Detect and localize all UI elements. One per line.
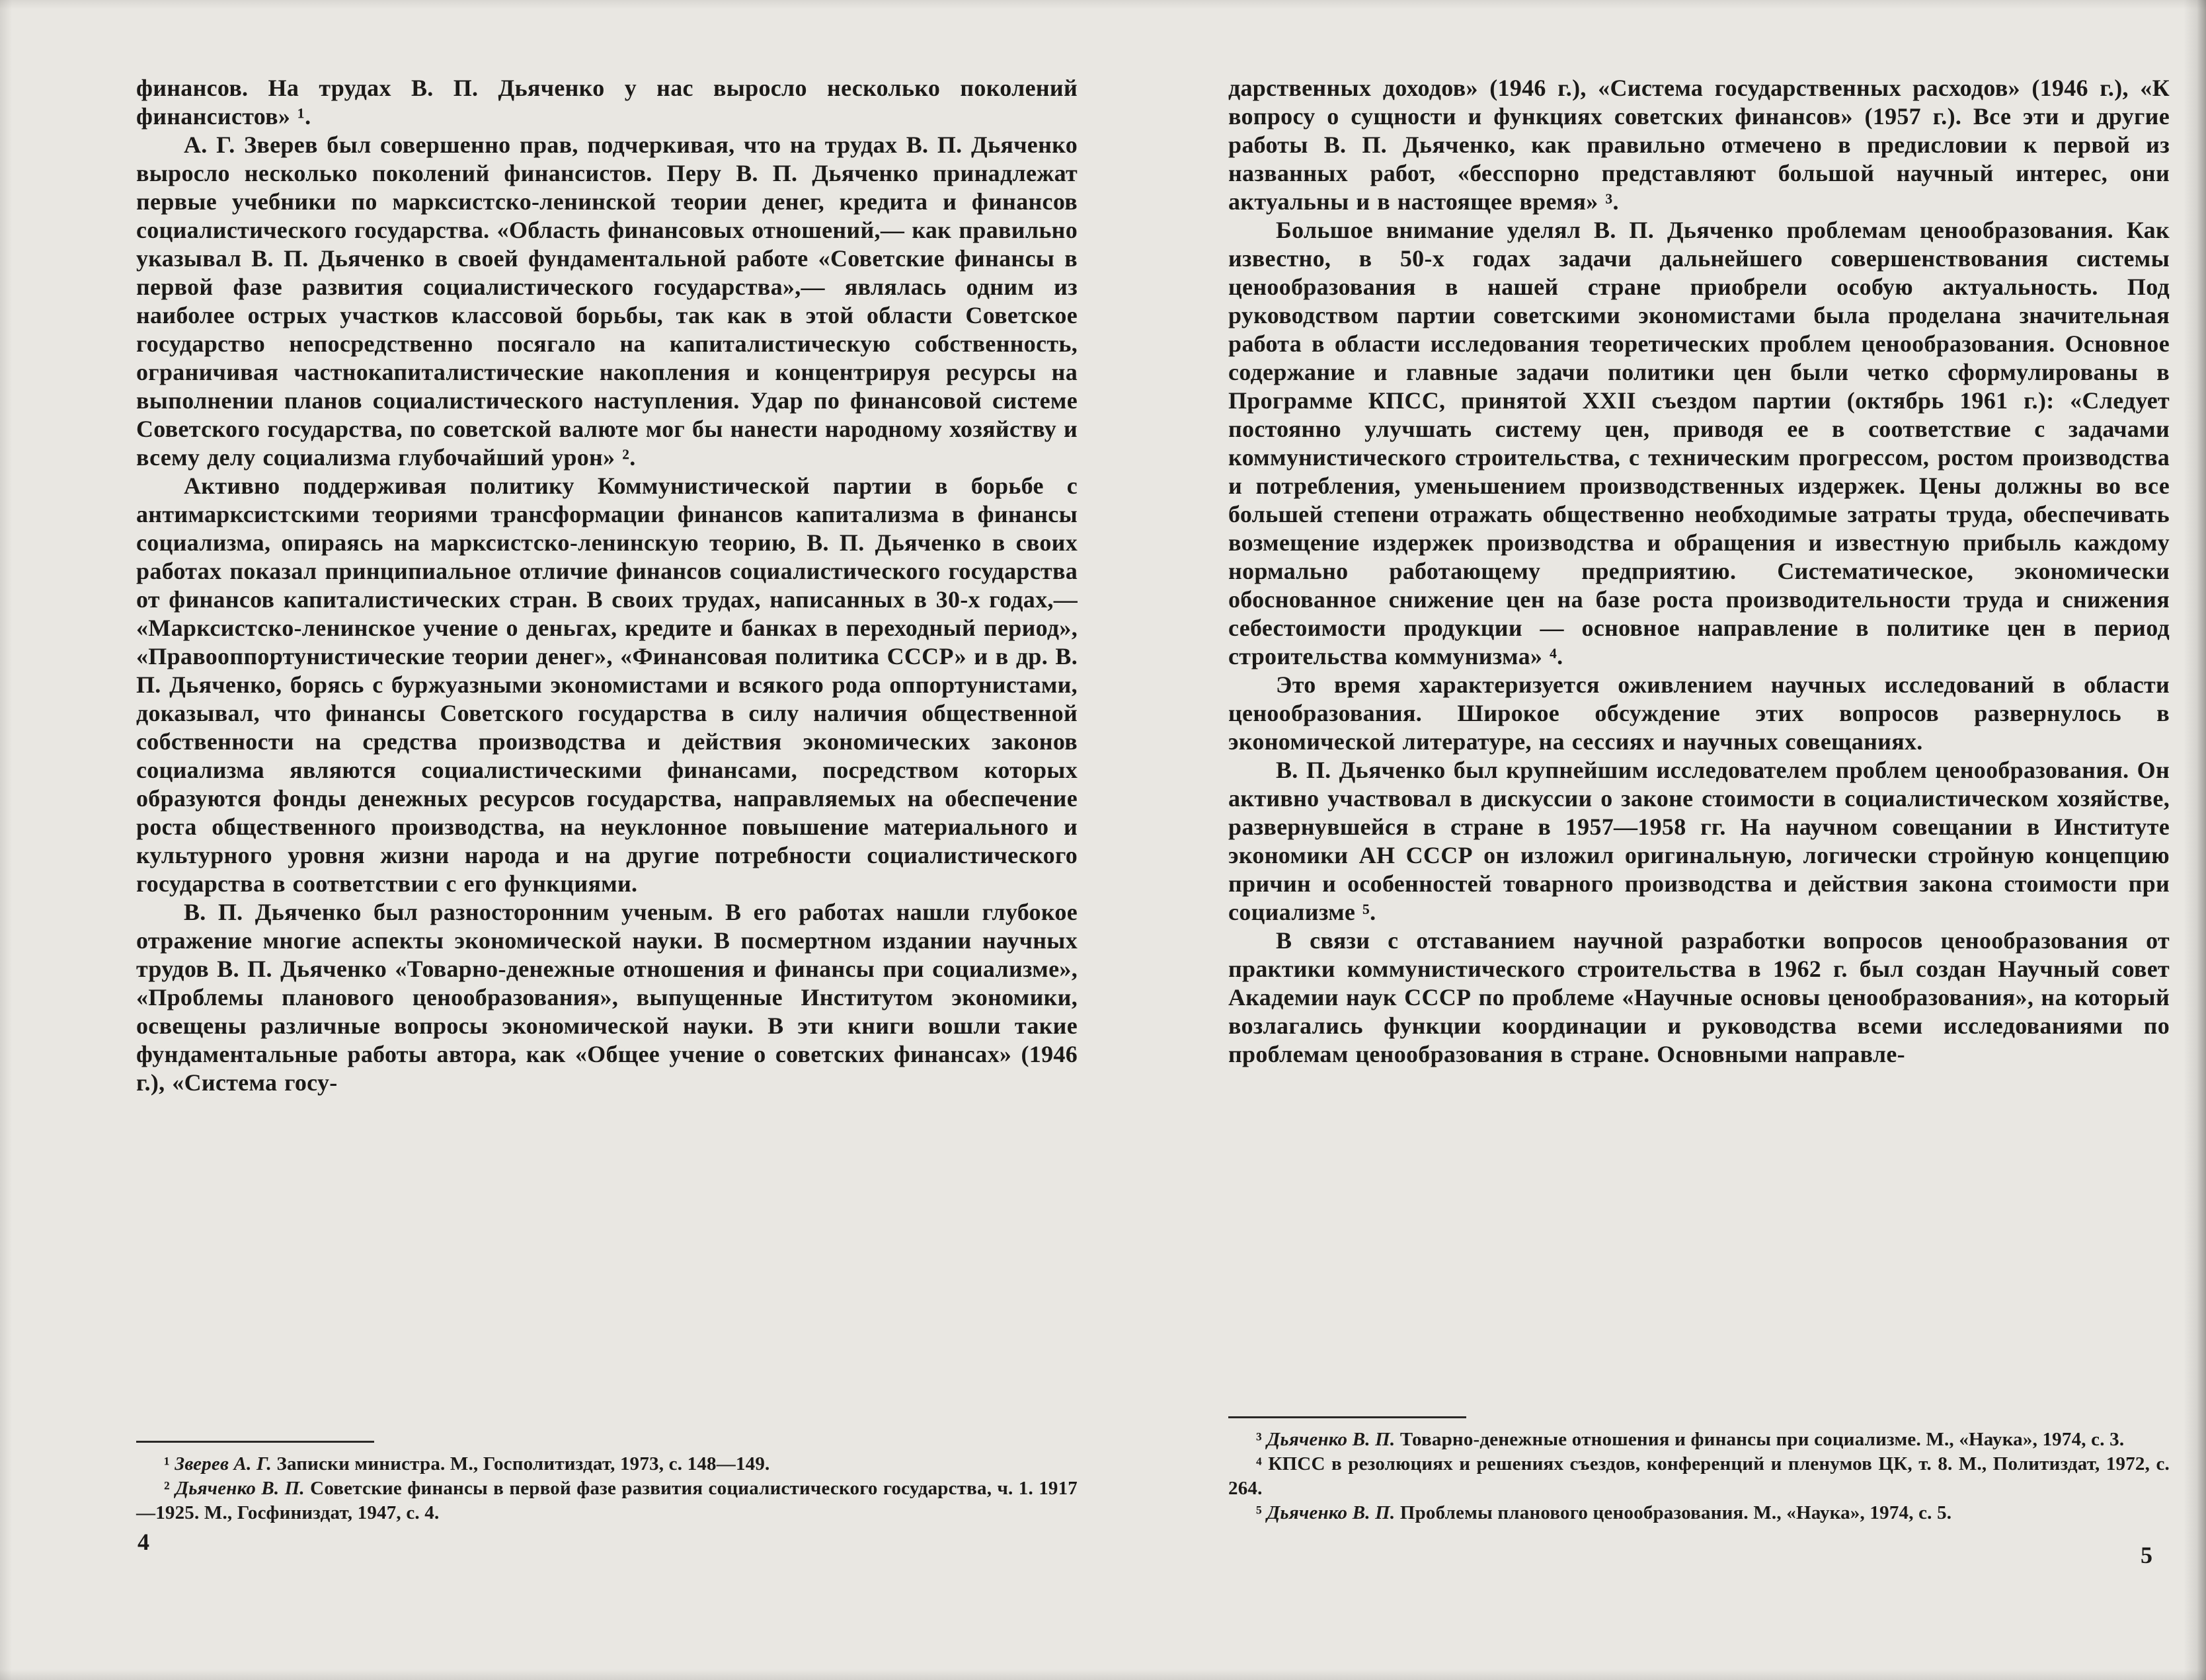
footnote-author: Дьяченко В. П. — [1267, 1429, 1396, 1450]
footnote-author: Дьяченко В. П. — [1267, 1502, 1396, 1523]
left-page — [136, 74, 1078, 1525]
paragraph: В. П. Дьяченко был крупнейшим исследователем проблем ценообразования. Он активно участвовал в дискуссии о законе стоимости в социалистическом хозяйстве, развернувшейся в стране в 1957—1958 гг. На научном совещании в Институте экономики АН СССР он изложил оригинальную, логически стройную концепцию причин и особенностей товарного производства и действия закона стоимости при социализме ⁵. — [1228, 757, 2170, 925]
footnote-text: Проблемы планового ценообразования. М., «Наука», 1974, с. 5. — [1399, 1502, 1952, 1523]
paragraph: Активно поддерживая политику Коммунистической партии в борьбе с антимарксистскими теориями трансформации финансов капитализма в финансы социализма, опираясь на марксистско-ленинскую теорию, В. П. Дьяченко в своих работах показал принципиальное отличие финансов социалистического государства от финансов капиталистических стран. В своих трудах, написанных в 30-х годах,— «Марксистско-ленинское учение о деньгах, кредите и банках в переходный период», «Правооппортунистические теории денег», «Финансовая политика СССР» и в др. В. П. Дьяченко, борясь с буржуазными экономистами и всякого рода оппортунистами, доказывал, что финансы Советского государства в силу наличия общественной собственности на средства производства и действия экономических законов социализма являются социалистическими финансами, посредством которых образуются фонды денежных ресурсов государства, направляемых на обеспечение роста общественного производства, на неуклонное повышение материального и культурного уровня жизни народа и на другие потребности социалистического государства в соответствии с его функциями. — [136, 473, 1078, 897]
footnote-text: Записки министра. М., Госполитиздат, 1973, с. 148—149. — [276, 1453, 770, 1474]
footnote-text: Советские финансы в первой фазе развития социалистического государства, ч. 1. 1917—1925. М., Госфиниздат, 1947, с. 4. — [136, 1478, 1078, 1523]
page-number-left: 4 — [138, 1529, 149, 1555]
paragraph: А. Г. Зверев был совершенно прав, подчеркивая, что на трудах В. П. Дьяченко выросло несколько поколений финансистов. Перу В. П. Дьяченко принадлежат первые учебники по марксистско-ленинской теории денег, кредита и финансов социалистического государства. «Область финансовых отношений,— как правильно указывал В. П. Дьяченко в своей фундаментальной работе «Советские финансы в первой фазе развития социалистического государства»,— являлась одним из наиболее острых участков классовой борьбы, так как в этой области Советское государство непосредственно посягало на капиталистическую собственность, ограничивая частнокапиталистические накопления и концентрируя ресурсы на выполнении планов социалистического наступления. Удар по финансовой системе Советского государства, по советской валюте мог бы нанести народному хозяйству и всему делу социализма глубочайший урон» ². — [136, 132, 1078, 471]
left-page-footnotes — [136, 1441, 1078, 1525]
paragraph: В. П. Дьяченко был разносторонним ученым. В его работах нашли глубокое отражение многие аспекты экономической науки. В посмертном издании научных трудов В. П. Дьяченко «Товарно-денежные отношения и финансы при социализме», «Проблемы планового ценообразования», выпущенные Институтом экономики, освещены различные вопросы экономической науки. В эти книги вошли такие фундаментальные работы автора, как «Общее учение о советских финансах» (1946 г.), «Система госу- — [136, 899, 1078, 1096]
right-page — [1228, 74, 2170, 1525]
footnote — [136, 1452, 1078, 1476]
left-page-body-text — [136, 74, 1078, 1097]
footnote-marker: ⁴ — [1256, 1453, 1262, 1474]
footnote-marker: ¹ — [164, 1453, 170, 1474]
footnote-divider — [1228, 1416, 1466, 1418]
footnote — [1228, 1452, 2170, 1501]
paragraph: В связи с отставанием научной разработки вопросов ценообразования от практики коммунистического строительства в 1962 г. был создан Научный совет Академии наук СССР по проблеме «Научные основы ценообразования», на который возлагались функции координации и руководства всеми исследованиями по проблемам ценообразования в стране. Основными направле- — [1228, 927, 2170, 1067]
footnote — [1228, 1501, 2170, 1525]
right-page-body-text — [1228, 74, 2170, 1069]
footnote-marker: ² — [164, 1478, 170, 1499]
footnote-author: Зверев А. Г. — [175, 1453, 272, 1474]
footnote-divider — [136, 1441, 374, 1443]
footnote-text: КПСС в резолюциях и решениях съездов, конференций и пленумов ЦК, т. 8. М., Политиздат, 1972, с. 264. — [1228, 1453, 2170, 1499]
footnote-marker: ⁵ — [1256, 1502, 1262, 1523]
footnote-author: Дьяченко В. П. — [175, 1478, 305, 1499]
right-page-footnotes — [1228, 1416, 2170, 1525]
paragraph: финансов. На трудах В. П. Дьяченко у нас выросло несколько поколений финансистов» ¹. — [136, 75, 1078, 130]
paragraph: Это время характеризуется оживлением научных исследований в области ценообразования. Широкое обсуждение этих вопросов развернулось в экономической литературе, на сессиях и научных совещаниях. — [1228, 671, 2170, 755]
footnote-text: Товарно-денежные отношения и финансы при социализме. М., «Наука», 1974, с. 3. — [1399, 1429, 2125, 1450]
page-number-right: 5 — [2141, 1542, 2152, 1568]
footnote-marker: ³ — [1256, 1429, 1262, 1450]
footnote — [1228, 1428, 2170, 1452]
paragraph: Большое внимание уделял В. П. Дьяченко проблемам ценообразования. Как известно, в 50-х годах задачи дальнейшего совершенствования системы ценообразования в нашей стране приобрели особую актуальность. Под руководством партии советскими экономистами была проделана значительная работа в области исследования теоретических проблем ценообразования. Основное содержание и главные задачи политики цен были четко сформулированы в Программе КПСС, принятой XXII съездом партии (октябрь 1961 г.): «Следует постоянно улучшать систему цен, приводя ее в соответствие с задачами коммунистического строительства, с техническим прогрессом, ростом производства и потребления, уменьшением производственных издержек. Цены должны во все большей степени отражать общественно необходимые затраты труда, обеспечивать возмещение издержек производства и обращения и известную прибыль каждому нормально работающему предприятию. Систематическое, экономически обоснованное снижение цен на базе роста производительности труда и снижения себестоимости продукции — основное направление в политике цен в период строительства коммунизма» ⁴. — [1228, 217, 2170, 669]
footnote — [136, 1476, 1078, 1525]
paragraph: дарственных доходов» (1946 г.), «Система государственных расходов» (1946 г.), «К вопросу о сущности и функциях советских финансов» (1957 г.). Все эти и другие работы В. П. Дьяченко, как правильно отмечено в предисловии к первой из названных работ, «бесспорно представляют большой научный интерес, они актуальны и в настоящее время» ³. — [1228, 75, 2170, 215]
